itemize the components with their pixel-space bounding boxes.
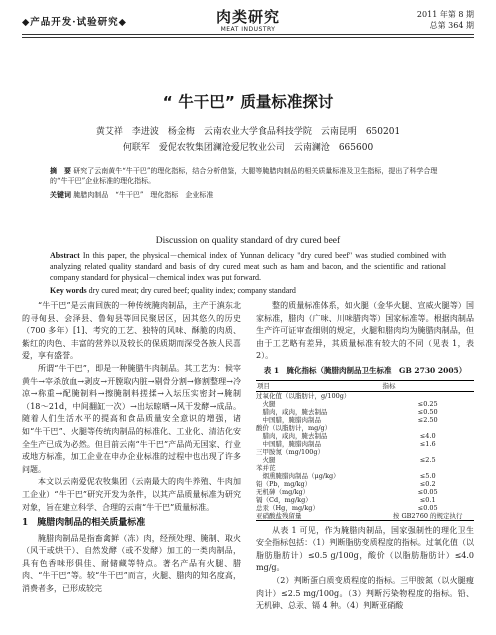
table-row <box>256 408 474 416</box>
table-cell-value: ≤5.0 <box>419 471 436 480</box>
table-caption: 表 1 腌化指标（腌腊肉制品卫生标准 GB 2730 2005） <box>263 365 467 375</box>
table-cell-value: ≤0.1 <box>419 495 436 504</box>
table-row <box>256 456 474 464</box>
table-cell-item: 腊肉，咸肉，腌去制品 <box>256 407 328 416</box>
table-cell-value: ≤0.50 <box>417 407 438 416</box>
paragraph-intro: “牛干巴”是云南回族的一种传统腌肉制品，主产于滇东北的寻甸县、会泽县、鲁甸县等回民聚居区，因其悠久的历史（700 多年）[1]、考究的工艺、独特的风味、酥脆的肉质、紫红的肉色、丰富的营养以及较长的保质期而深受各族人民喜爱，享有盛誉。 <box>22 301 241 361</box>
table-cell-value: ≤0.2 <box>419 479 436 488</box>
table-cell-value: ≤0.05 <box>417 503 438 512</box>
table-row <box>256 464 474 472</box>
table-cell-value: ≤1.6 <box>419 439 436 448</box>
table-row <box>256 472 474 480</box>
table-header-item: 项目 <box>256 380 381 391</box>
journal-logo-subtitle: MEAT INDUSTRY <box>220 26 276 33</box>
paragraph-purpose: 本文以云南爱伲农牧集团（云南最大的肉牛养殖、牛肉加工企业）“牛干巴”研究开发为条件，以其产品质量标准为研究对象，旨在建立科学、合理的云南“牛干巴”质量标准。 <box>22 477 241 512</box>
standards-table <box>256 380 474 521</box>
english-abstract-text: In this paper, the physical－chemical index of Yunnan delicacy "dry cured beef" was studied combined with analyzing related quality standard and basis of dry cured meat such as ham and bacon, and the scientific and rational company standard for physical－chemical index was put forward. <box>50 251 447 282</box>
table-cell-item: 亚硝酸盐残留量 <box>256 512 381 521</box>
header-rule <box>22 34 474 35</box>
issue-number: 2011 年第 8 期 <box>416 10 474 19</box>
english-abstract <box>50 250 446 296</box>
table-cell-item: 无机砷（mg/kg） <box>256 487 310 496</box>
table-cell-item: 酸价（以脂肪计，mg/g） <box>256 423 332 432</box>
journal-logo-text: 肉类研究 <box>215 8 280 26</box>
table-cell-item: 中国腊，腌腊肉制品 <box>256 415 321 424</box>
table-cell-value: 按 GB2760 的规定执行 <box>381 512 474 521</box>
table-row <box>256 424 474 432</box>
table-header-value: 指标 <box>381 380 474 391</box>
table-cell-value <box>381 424 474 432</box>
english-keywords-text: dry cured meat; dry cured beef; quality index; company standard <box>88 286 296 295</box>
table-cell-item: 镉（Cd，mg/kg） <box>256 495 312 504</box>
table-cell-item: 中国腊，腌腊肉制品 <box>256 439 321 448</box>
keywords-label: 关键词 <box>50 190 71 199</box>
table-cell-item: 烟熏腌腊肉制品（μg/kg） <box>256 471 340 480</box>
paper-title: “ 牛干巴” 质量标准探讨 <box>162 93 334 111</box>
header-rule-thin <box>22 37 474 38</box>
issue-total: 总第 364 期 <box>429 21 474 30</box>
table-cell-value: ≤4.0 <box>419 431 436 440</box>
table-cell-value: ≤2.50 <box>417 415 438 424</box>
paragraph-process: 所谓“牛干巴”，即是一种腌腊牛肉制品。其工艺为：候宰黄牛→宰杀放血→剥皮→开膛取内脏→剔骨分割→修割整理→冷凉→称重→配腌制料→擦腌制料搓揉→入坛压实密封→腌制（18～21d，中间翻缸一次）→出坛晾晒→风干发酵→成品。随着人们生活水平的提高和食品质量安全意识的增强，诸如“牛干巴”、火腿等传统肉制品的标准化、工业化、清洁化安全生产已成为必然。但目前云南“牛干巴”产品尚无国家、行业或地方标准，加工企业在申办企业标准的过程中也出现了许多问题。 <box>22 363 241 474</box>
table-row <box>256 416 474 424</box>
paragraph-analysis-2: （2）判断蛋白质变质程度的指标。三甲胺氮（以火腿瘦肉计）≤2.5 mg/100g。（3）判断污染物程度的指标。铅、无机砷、总汞、镉 4 种。（4）判断亚硝酸 <box>256 575 474 611</box>
table-row <box>256 432 474 440</box>
author-line-2: 何联军 爱伲农牧集团澜沧爱尼牧业公司 云南澜沧 665600 <box>122 143 374 153</box>
left-column <box>22 300 241 596</box>
section-heading-1: 1 腌腊肉制品的相关质量标准 <box>22 518 146 529</box>
abstract-label: 摘 要 <box>50 166 71 175</box>
table-row <box>256 504 474 512</box>
keywords-cn <box>50 190 446 200</box>
abstract-cn <box>50 166 446 186</box>
table-cell-value: ≤0.05 <box>417 487 438 496</box>
english-abstract-label: Abstract <box>50 251 80 260</box>
paragraph-cured-meat: 腌腊肉制品是指畜禽鲜（冻）肉，经预处理、腌制、取火（风干或烘干）、自然发酵（或不发酵）加工的一类肉制品，具有色香味形俱佳、耐储藏等特点。著名产品有火腿、腊肉、“牛干巴”等。较“牛干巴”而言，火腿、腊肉的知名度高，消费者多，已形成较完 <box>22 533 241 594</box>
english-keywords-label: Key words <box>50 286 87 295</box>
table-cell-value: ≤2.5 <box>419 455 436 464</box>
table-header-row <box>256 380 474 391</box>
paragraph-standards: 整的质量标准体系，如火腿（金华火腿、宣威火腿等）国家标准，腊肉（广味、川味腊肉等）国家标准等。根据肉制品生产许可证审查细则的规定，火腿和腊肉均为腌腊肉制品，但由于工艺略有差异，其质量标准有较大的不同（见表 1，表 2）。 <box>256 301 474 361</box>
table-cell-item: 腊肉，咸肉，腌去制品 <box>256 431 328 440</box>
table-cell-value: ≤0.25 <box>417 399 438 408</box>
table-cell-item: 苯并芘 <box>256 463 276 472</box>
table-cell-value <box>381 464 474 472</box>
table-cell-value <box>381 391 474 400</box>
issue-info <box>417 9 474 31</box>
english-title: Discussion on quality standard of dry cured beef <box>155 236 341 246</box>
table-cell-item: 火腿 <box>256 455 276 464</box>
table-row <box>256 400 474 408</box>
keywords-text: 腌腊肉制品 “牛干巴” 理化指标 企业标准 <box>73 191 214 199</box>
table-row <box>256 391 474 400</box>
table-cell-item: 铅（Pb，mg/kg） <box>256 479 312 488</box>
table-row <box>256 488 474 496</box>
journal-column-label: ◆产品开发·试验研究◆ <box>22 17 127 28</box>
table-cell-item: 总汞（Hg，mg/kg） <box>256 503 319 512</box>
author-line-1: 黄艾祥 李进波 杨金梅 云南农业大学食品科技学院 云南昆明 650201 <box>95 127 401 137</box>
table-cell-item: 三甲胺氮（mg/100g） <box>256 447 325 456</box>
table-cell-item: 过氧化值（以脂肪计，g/100g） <box>256 391 351 400</box>
table-cell-item: 火腿 <box>256 399 276 408</box>
right-column <box>256 300 474 613</box>
table-row <box>256 448 474 456</box>
table-row <box>256 496 474 504</box>
english-keywords <box>50 285 446 296</box>
paragraph-analysis: 从表 1 可见，作为腌腊肉制品，国家强制性的理化卫生安全指标包括：（1）判断脂肪变质程度的指标。过氧化值（以脂肪脂肪计）≤0.5 g/100g，酸价（以脂肪脂肪计）≤4.0 mg/g。 <box>256 525 474 573</box>
table-cell-value <box>381 448 474 456</box>
table-row <box>256 512 474 521</box>
table-row <box>256 440 474 448</box>
table-row <box>256 480 474 488</box>
abstract-text: 研究了云南黄牛“牛干巴”的理化指标，结合分析借鉴，大腿等腌腊肉制品的相关质量标准及卫生指标，提出了科学合理的“牛干巴”企业标准的理化指标。 <box>50 167 438 185</box>
